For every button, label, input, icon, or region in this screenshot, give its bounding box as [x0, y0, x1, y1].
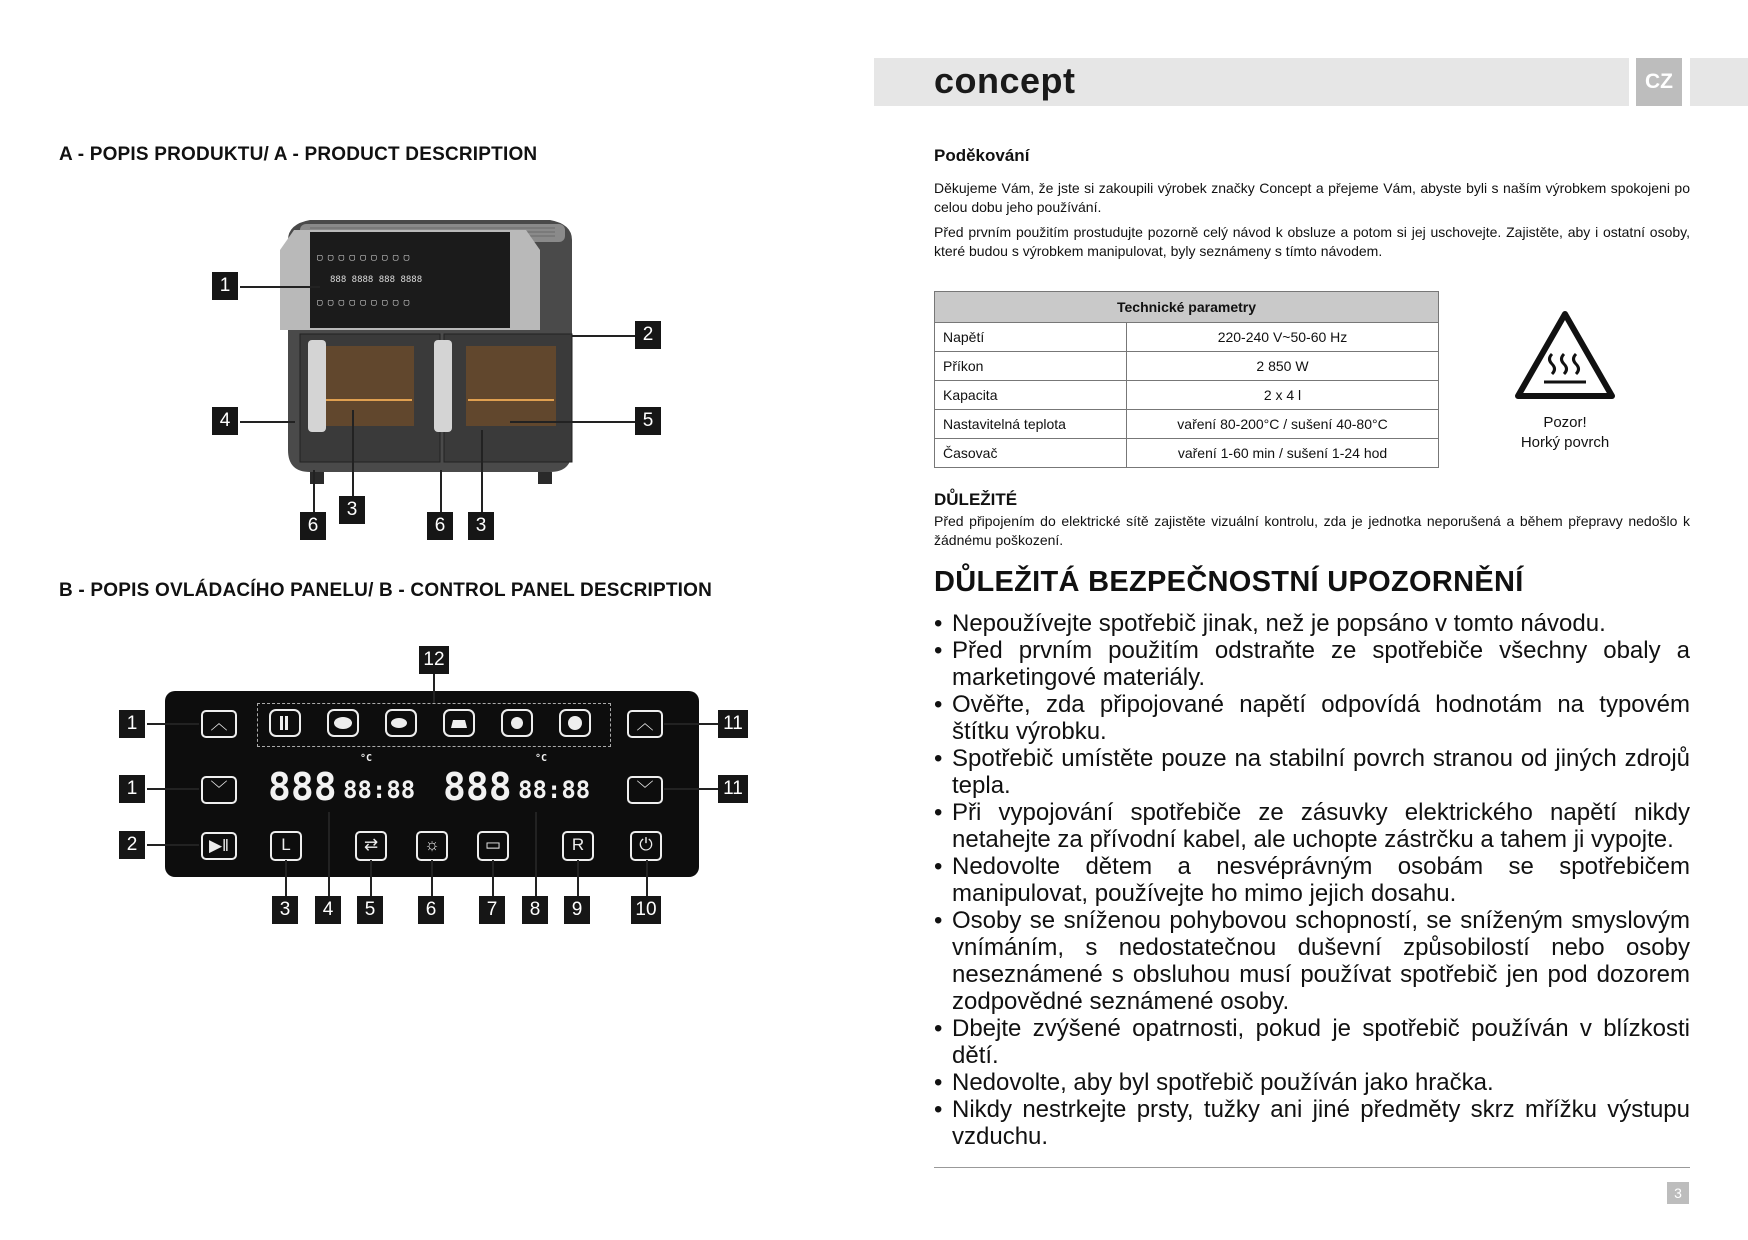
- list-item: • Nepoužívejte spotřebič jinak, než je popsáno v tomto návodu.: [934, 610, 1690, 637]
- list-item: • Osoby se sníženou pohybovou schopností, se sníženým smyslovým vnímáním, s nedostatečnou duševní způsobilostí nebo osoby neseznámené s obsluhou musí používat spotřebič jen pod dozorem zodpovědné seznámené osoby.: [934, 907, 1690, 1015]
- table-header: Technické parametry: [935, 292, 1439, 323]
- svg-text:▢ ▢ ▢ ▢ ▢ ▢ ▢ ▢ ▢: ▢ ▢ ▢ ▢ ▢ ▢ ▢ ▢ ▢: [317, 253, 410, 263]
- table-row: Příkon 2 850 W: [935, 352, 1439, 381]
- page-number: 3: [1667, 1182, 1689, 1204]
- panel-callout-11a: 11: [718, 710, 748, 738]
- product-callout-1: 1: [212, 272, 238, 300]
- product-callout-2: 2: [635, 321, 661, 349]
- light-button[interactable]: ☼: [416, 831, 448, 861]
- table-row: Nastavitelná teplota vaření 80-200°C / sušení 40-80°C: [935, 410, 1439, 439]
- panel-callout-6: 6: [418, 896, 444, 924]
- panel-callout-9: 9: [564, 896, 590, 924]
- temp-up-button-left[interactable]: ︿: [201, 710, 237, 738]
- temp-up-button-right[interactable]: ︿: [627, 710, 663, 738]
- temp-down-button-right[interactable]: ﹀: [627, 776, 663, 804]
- unit-c-right: °C: [535, 753, 548, 764]
- product-callout-6a: 6: [300, 512, 326, 540]
- table-row: Napětí 220-240 V~50-60 Hz: [935, 323, 1439, 352]
- display-right-time: 88:88: [518, 776, 591, 804]
- section-a-title: A - POPIS PRODUKTU/ A - PRODUCT DESCRIPTION: [59, 144, 538, 165]
- important-text: Před připojením do elektrické sítě zajistěte vizuální kontrolu, zda je jednotka neporušená a během přepravy nedošlo k žádnému poškození.: [934, 513, 1690, 548]
- list-item: • Před prvním použitím odstraňte ze spotřebiče všechny obaly a marketingové materiály.: [934, 637, 1690, 691]
- temp-down-button-left[interactable]: ﹀: [201, 776, 237, 804]
- thanks-paragraph-1: Děkujeme Vám, že jste si zakoupili výrobek značky Concept a přejeme Vám, abyste byli s naším výrobkem spokojeni po celou dobu jeho používání.: [934, 180, 1690, 215]
- display-left-time: 88:88: [343, 776, 416, 804]
- important-title: DŮLEŽITÉ: [934, 490, 1018, 509]
- panel-callout-12: 12: [419, 646, 449, 674]
- display-right-temp: 888: [443, 765, 512, 809]
- power-button[interactable]: ⏻: [630, 831, 662, 861]
- list-item: • Ověřte, zda připojované napětí odpovídá hodnotám na typovém štítku výrobku.: [934, 691, 1690, 745]
- panel-callout-4: 4: [315, 896, 341, 924]
- list-item: • Při vypojování spotřebiče ze zásuvky elektrického napětí nikdy netahejte za přívodní kabel, ale uchopte zástrčku a tahem ji vypojte.: [934, 799, 1690, 853]
- svg-text:888 8888 888 8888: 888 8888 888 8888: [330, 275, 423, 285]
- language-badge: CZ: [1636, 58, 1682, 106]
- safety-list: [934, 610, 1690, 1150]
- panel-callout-7: 7: [479, 896, 505, 924]
- program-icons: [265, 708, 605, 740]
- brand-logo: concept: [934, 60, 1076, 101]
- dual-button[interactable]: ▭: [477, 831, 509, 861]
- svg-text:▢ ▢ ▢ ▢ ▢ ▢ ▢ ▢ ▢: ▢ ▢ ▢ ▢ ▢ ▢ ▢ ▢ ▢: [317, 298, 410, 308]
- thanks-title: Poděkování: [934, 146, 1030, 165]
- footer-divider: [934, 1167, 1690, 1168]
- panel-callout-2: 2: [119, 831, 145, 859]
- sync-button[interactable]: ⇄: [355, 831, 387, 861]
- table-row: Kapacita 2 x 4 l: [935, 381, 1439, 410]
- hot-surface-warning-icon: [1512, 308, 1618, 402]
- panel-callout-8: 8: [522, 896, 548, 924]
- panel-callout-1a: 1: [119, 710, 145, 738]
- product-callout-5: 5: [635, 407, 661, 435]
- list-item: • Nikdy nestrkejte prsty, tužky ani jiné předměty skrz mřížku výstupu vzduchu.: [934, 1096, 1690, 1150]
- panel-callout-3: 3: [272, 896, 298, 924]
- table-row: Časovač vaření 1-60 min / sušení 1-24 hod: [935, 439, 1439, 468]
- panel-callout-5: 5: [357, 896, 383, 924]
- display-left-temp: 888: [268, 765, 337, 809]
- warning-label: Pozor! Horký povrch: [1520, 414, 1610, 451]
- tech-params-table: [934, 291, 1439, 468]
- list-item: • Nedovolte, aby byl spotřebič používán jako hračka.: [934, 1069, 1690, 1096]
- product-callout-6b: 6: [427, 512, 453, 540]
- panel-callout-10: 10: [631, 896, 661, 924]
- right-basket-button[interactable]: R: [562, 831, 594, 861]
- panel-callout-11b: 11: [718, 775, 748, 803]
- safety-title: DŮLEŽITÁ BEZPEČNOSTNÍ UPOZORNĚNÍ: [934, 566, 1524, 598]
- panel-callout-1b: 1: [119, 775, 145, 803]
- thanks-paragraph-2: Před prvním použitím prostudujte pozorně celý návod k obsluze a potom si jej uschovejte. Zajistěte, aby i ostatní osoby, které budou s výrobkem manipulovat, byly seznámeny s tímto návodem.: [934, 224, 1690, 259]
- list-item: • Spotřebič umístěte pouze na stabilní povrch stranou od jiných zdrojů tepla.: [934, 745, 1690, 799]
- left-basket-button[interactable]: L: [270, 831, 302, 861]
- start-pause-button[interactable]: ▶ǁ: [201, 832, 237, 860]
- unit-c-left: °C: [360, 753, 373, 764]
- product-callout-3b: 3: [468, 512, 494, 540]
- section-b-title: B - POPIS OVLÁDACÍHO PANELU/ B - CONTROL PANEL DESCRIPTION: [59, 580, 713, 601]
- product-callout-4: 4: [212, 407, 238, 435]
- list-item: • Nedovolte dětem a nesvéprávným osobám se spotřebičem manipulovat, používejte ho mimo jejich dosahu.: [934, 853, 1690, 907]
- air-fryer-illustration: [280, 210, 580, 500]
- list-item: • Dbejte zvýšené opatrnosti, pokud je spotřebič používán v blízkosti dětí.: [934, 1015, 1690, 1069]
- product-callout-3a: 3: [339, 496, 365, 524]
